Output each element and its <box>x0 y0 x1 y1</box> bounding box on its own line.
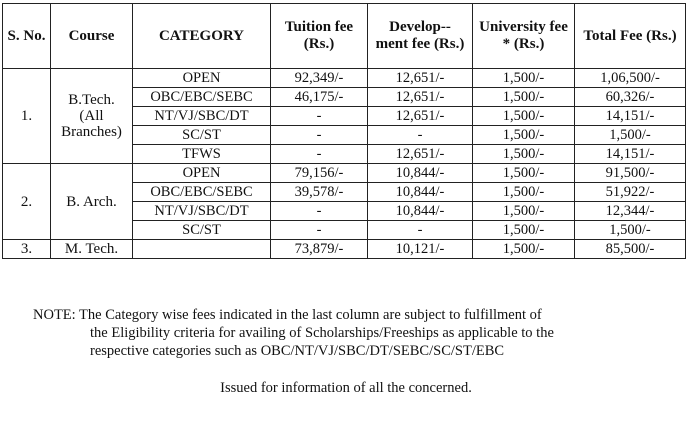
category-cell: TFWS <box>133 145 271 164</box>
tuition-cell: 79,156/- <box>271 164 368 183</box>
header-development-fee: Develop-- ment fee (Rs.) <box>368 4 473 69</box>
course-name-line: B. Arch. <box>66 193 117 210</box>
category-cell: OBC/EBC/SEBC <box>133 88 271 107</box>
development-cell: 10,844/- <box>368 202 473 221</box>
tuition-cell: - <box>271 126 368 145</box>
university-cell: 1,500/- <box>473 69 575 88</box>
table-row <box>3 240 686 259</box>
table-row <box>3 69 686 88</box>
development-cell: 10,844/- <box>368 164 473 183</box>
total-cell: 91,500/- <box>575 164 686 183</box>
header-category: CATEGORY <box>133 4 271 69</box>
development-cell: 10,844/- <box>368 183 473 202</box>
total-cell: 14,151/- <box>575 107 686 126</box>
university-cell: 1,500/- <box>473 240 575 259</box>
total-cell: 85,500/- <box>575 240 686 259</box>
university-cell: 1,500/- <box>473 126 575 145</box>
tuition-cell: 46,175/- <box>271 88 368 107</box>
total-cell: 1,500/- <box>575 126 686 145</box>
header-tuition-fee: Tuition fee (Rs.) <box>271 4 368 69</box>
note-line-3: respective categories such as OBC/NT/VJ/SBC/DT/SEBC/SC/ST/EBC <box>90 343 505 359</box>
tuition-cell: 92,349/- <box>271 69 368 88</box>
category-cell: NT/VJ/SBC/DT <box>133 202 271 221</box>
tuition-cell: - <box>271 145 368 164</box>
fee-table-body <box>3 69 686 259</box>
university-cell: 1,500/- <box>473 107 575 126</box>
table-row <box>3 164 686 183</box>
category-cell: OPEN <box>133 69 271 88</box>
total-cell: 1,500/- <box>575 221 686 240</box>
tuition-cell: 73,879/- <box>271 240 368 259</box>
tuition-cell: 39,578/- <box>271 183 368 202</box>
development-cell: 12,651/- <box>368 107 473 126</box>
development-cell: - <box>368 126 473 145</box>
development-cell: - <box>368 221 473 240</box>
total-cell: 51,922/- <box>575 183 686 202</box>
header-sno: S. No. <box>3 4 51 69</box>
fee-table <box>2 3 686 259</box>
category-cell: NT/VJ/SBC/DT <box>133 107 271 126</box>
total-cell: 60,326/- <box>575 88 686 107</box>
header-row <box>3 4 686 69</box>
university-cell: 1,500/- <box>473 221 575 240</box>
tuition-cell: - <box>271 202 368 221</box>
header-university-fee: University fee * (Rs.) <box>473 4 575 69</box>
course-name <box>51 69 133 164</box>
university-cell: 1,500/- <box>473 88 575 107</box>
course-name <box>51 164 133 240</box>
development-cell: 12,651/- <box>368 69 473 88</box>
note <box>33 306 673 360</box>
category-cell <box>133 240 271 259</box>
note-line-1: NOTE: The Category wise fees indicated in the last column are subject to fulfillment of <box>33 307 542 323</box>
category-cell: SC/ST <box>133 221 271 240</box>
course-name-line: M. Tech. <box>64 241 119 257</box>
tuition-cell: - <box>271 107 368 126</box>
issued-statement: Issued for information of all the concerned. <box>220 380 472 396</box>
category-cell: OBC/EBC/SEBC <box>133 183 271 202</box>
university-cell: 1,500/- <box>473 183 575 202</box>
university-cell: 1,500/- <box>473 145 575 164</box>
development-cell: 12,651/- <box>368 88 473 107</box>
course-name-line: Branches) <box>61 124 122 140</box>
tuition-cell: - <box>271 221 368 240</box>
total-cell: 14,151/- <box>575 145 686 164</box>
category-cell: SC/ST <box>133 126 271 145</box>
course-name <box>51 240 133 259</box>
university-cell: 1,500/- <box>473 202 575 221</box>
note-line-2: the Eligibility criteria for availing of Scholarships/Freeships as applicable to the <box>90 325 554 341</box>
total-cell: 1,06,500/- <box>575 69 686 88</box>
serial-number: 3. <box>3 240 51 259</box>
category-cell: OPEN <box>133 164 271 183</box>
header-course: Course <box>51 4 133 69</box>
serial-number: 2. <box>3 164 51 240</box>
header-total-fee: Total Fee (Rs.) <box>575 4 686 69</box>
development-cell: 10,121/- <box>368 240 473 259</box>
course-name-line: B.Tech. <box>68 92 115 108</box>
total-cell: 12,344/- <box>575 202 686 221</box>
development-cell: 12,651/- <box>368 145 473 164</box>
serial-number: 1. <box>3 69 51 164</box>
university-cell: 1,500/- <box>473 164 575 183</box>
course-name-line: (All <box>79 108 104 124</box>
